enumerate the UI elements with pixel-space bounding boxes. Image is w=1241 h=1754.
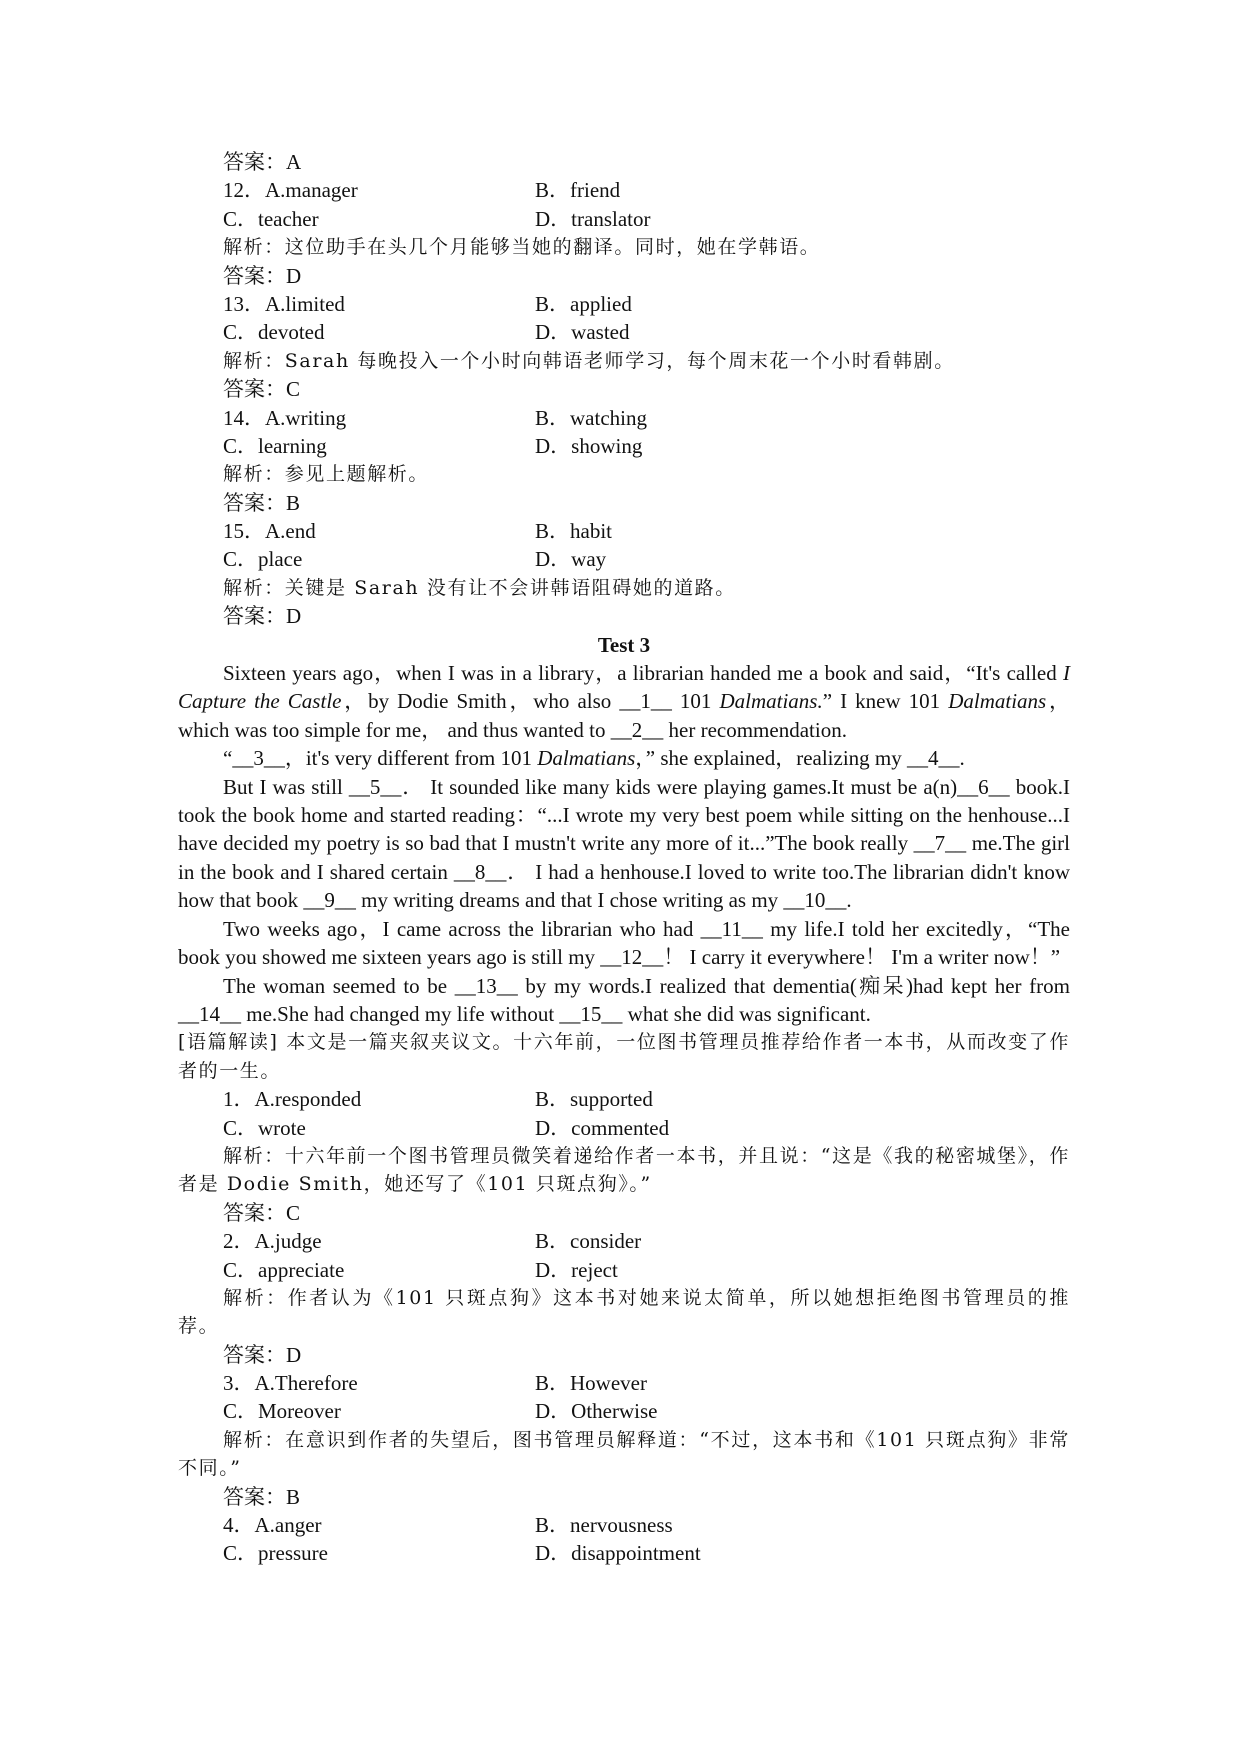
- q14-option-c: C．learning: [223, 433, 327, 458]
- q15-option-c: C．place: [223, 547, 303, 572]
- question-2-row1: [178, 1227, 1070, 1255]
- q12-option-a: 12．A.manager: [223, 178, 358, 203]
- answer-12: 答案：D: [223, 263, 302, 288]
- question-13-row2: [178, 318, 1070, 346]
- passage-paragraph-2: [178, 744, 1070, 772]
- q13-option-c: C．devoted: [223, 320, 325, 345]
- q2-option-c: C．appreciate: [223, 1257, 345, 1282]
- answer-15: 答案：D: [223, 604, 302, 629]
- passage-paragraph-1: [178, 659, 1070, 744]
- q3-option-a: 3．A.Therefore: [223, 1371, 358, 1396]
- q1-option-a: 1．A.responded: [223, 1087, 362, 1112]
- q14-option-d: D．showing: [535, 433, 643, 458]
- q1-option-d: D．commented: [535, 1115, 670, 1140]
- blank-2: __2__: [610, 717, 664, 742]
- answer-13: 答案：C: [223, 377, 301, 402]
- explanation-3: 解析：在意识到作者的失望后，图书管理员解释道：“不过，这本书和《101 只斑点狗》非常不同。”: [178, 1428, 1070, 1480]
- question-1-row2: [178, 1114, 1070, 1142]
- p1-text-1: Sixteen years ago，when I was in a library，a librarian handed me a book and said，“It's called: [223, 661, 1063, 686]
- question-12-row2: [178, 205, 1070, 233]
- q15-option-b: B．habit: [535, 519, 612, 544]
- q2-option-d: D．reject: [535, 1257, 618, 1282]
- q14-option-b: B．watching: [535, 405, 647, 430]
- question-14-row2: [178, 432, 1070, 460]
- q4-option-c: C．pressure: [223, 1541, 328, 1566]
- explanation-14: 解析：参见上题解析。: [223, 463, 430, 486]
- question-4-row2: [178, 1539, 1070, 1567]
- explanation-1: 解析：十六年前一个图书管理员微笑着递给作者一本书，并且说：“这是《我的秘密城堡》，作者是 Dodie Smith，她还写了《101 只斑点狗》。”: [178, 1144, 1070, 1196]
- q13-option-a: 13．A.limited: [223, 291, 345, 316]
- question-15-row1: [178, 517, 1070, 545]
- blank-1: __1__: [619, 689, 672, 714]
- q4-option-a: 4．A.anger: [223, 1513, 322, 1538]
- q13-option-b: B．applied: [535, 291, 632, 316]
- q4-option-b: B．nervousness: [535, 1513, 673, 1538]
- question-1-row1: [178, 1085, 1070, 1113]
- document-page: [178, 148, 1070, 1568]
- question-4-row1: [178, 1511, 1070, 1539]
- explanation-13: 解析：Sarah 每晚投入一个小时向韩语老师学习，每个周末花一个小时看韩剧。: [223, 349, 955, 372]
- q12-option-d: D．translator: [535, 206, 651, 231]
- p1-text-3: 101: [671, 689, 720, 714]
- dalmatians-title-1: Dalmatians.: [719, 689, 823, 714]
- book-title: I Capture the Castle: [178, 661, 1070, 714]
- q2-option-b: B．consider: [535, 1229, 642, 1254]
- q15-option-a: 15．A.end: [223, 519, 316, 544]
- q3-option-d: D．Otherwise: [535, 1399, 658, 1424]
- q14-option-a: 14．A.writing: [223, 405, 347, 430]
- dalmatians-title-2: Dalmatians: [948, 689, 1047, 714]
- p2-text-1: “__3__，it's very different from 101: [223, 746, 538, 771]
- passage-summary: [语篇解读] 本文是一篇夹叙夹议文。十六年前，一位图书管理员推荐给作者一本书，从而改变了作者的一生。: [178, 1031, 1070, 1082]
- q12-option-b: B．friend: [535, 178, 621, 203]
- question-2-row2: [178, 1256, 1070, 1284]
- answer-2: 答案：D: [223, 1342, 302, 1367]
- answer-14: 答案：B: [223, 490, 301, 515]
- question-3-row1: [178, 1369, 1070, 1397]
- question-14-row1: [178, 404, 1070, 432]
- p2-text-2: ，” she explained，realizing my __4__.: [635, 746, 965, 771]
- q2-option-a: 2．A.judge: [223, 1229, 322, 1254]
- explanation-15: 解析：关键是 Sarah 没有让不会讲韩语阻碍她的道路。: [223, 576, 736, 599]
- answer-11: 答案：A: [223, 150, 302, 174]
- q4-option-d: D．disappointment: [535, 1541, 701, 1566]
- p1-text-4: ” I knew 101: [822, 689, 949, 714]
- answer-3: 答案：B: [223, 1484, 301, 1509]
- q3-option-c: C．Moreover: [223, 1399, 341, 1424]
- question-13-row1: [178, 290, 1070, 318]
- question-15-row2: [178, 545, 1070, 573]
- q3-option-b: B．However: [535, 1371, 647, 1396]
- question-12-row1: [178, 176, 1070, 204]
- answer-1: 答案：C: [223, 1200, 301, 1225]
- q13-option-d: D．wasted: [535, 320, 630, 345]
- q1-option-c: C．wrote: [223, 1115, 306, 1140]
- q12-option-c: C．teacher: [223, 206, 319, 231]
- p1-text-2: ，by Dodie Smith，who also: [341, 689, 620, 714]
- section-title: Test 3: [597, 632, 651, 657]
- p1-text-6: her recommendation.: [663, 717, 847, 742]
- passage-paragraph-3: But I was still __5__． It sounded like many kids were playing games.It must be a(n)__6__ book.I took the book home and started reading：“...I wrote my very best poem while sitting on the henhouse...I have decided my poetry is so bad that I mustn't write any more of it...”The book really __7__ me.The girl in the book and I shared certain __8__． I had a henhouse.I loved to write too.The librarian didn't know how that book __9__ my writing dreams and that I chose writing as my __10__.: [178, 774, 1070, 913]
- dalmatians-title-3: Dalmatians: [537, 746, 636, 771]
- explanation-2: 解析：作者认为《101 只斑点狗》这本书对她来说太简单，所以她想拒绝图书管理员的推荐。: [178, 1286, 1070, 1338]
- passage-paragraph-4: Two weeks ago，I came across the librarian who had __11__ my life.I told her excitedly，“The book you showed me sixteen years ago is still my __12__！ I carry it everywhere！ I'm a writer now！”: [178, 916, 1070, 970]
- passage-paragraph-5: The woman seemed to be __13__ by my words.I realized that dementia(痴呆)had kept her from __14__ me.She had changed my life without __15__ what she did was significant.: [178, 973, 1070, 1026]
- explanation-12: 解析：这位助手在头几个月能够当她的翻译。同时，她在学韩语。: [223, 236, 821, 259]
- question-3-row2: [178, 1397, 1070, 1425]
- q1-option-b: B．supported: [535, 1087, 653, 1112]
- p1-text-5: ，which was too simple for me， and thus wanted to: [178, 689, 1070, 742]
- q15-option-d: D．way: [535, 547, 607, 572]
